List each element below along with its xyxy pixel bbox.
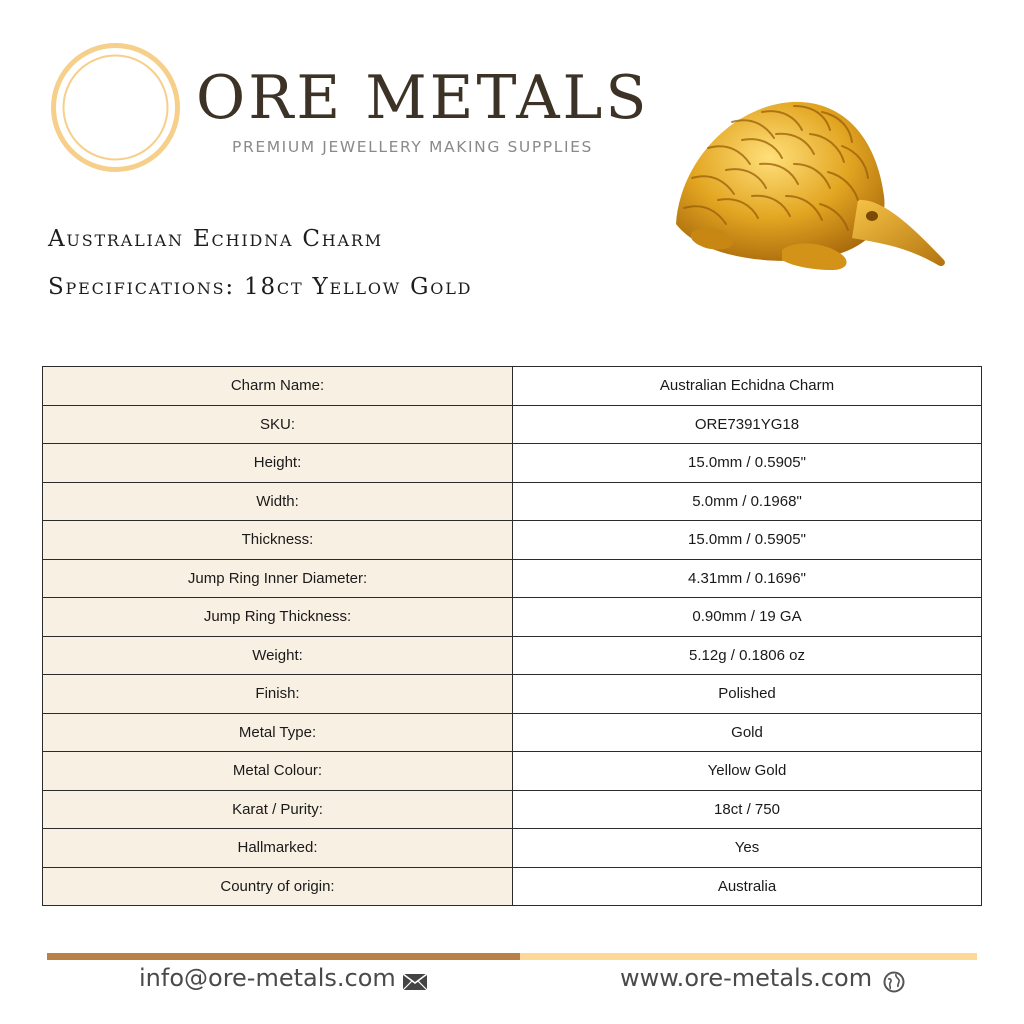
spec-label: Karat / Purity: [43, 790, 513, 829]
spec-value: 18ct / 750 [513, 790, 982, 829]
globe-icon [882, 970, 906, 994]
spec-row [43, 829, 982, 868]
product-title: Australian Echidna Charm [48, 226, 383, 252]
spec-row [43, 444, 982, 483]
spec-row [43, 867, 982, 906]
spec-row [43, 713, 982, 752]
spec-row [43, 367, 982, 406]
spec-value: 15.0mm / 0.5905" [513, 444, 982, 483]
spec-row [43, 675, 982, 714]
spec-row [43, 559, 982, 598]
spec-value: Australian Echidna Charm [513, 367, 982, 406]
spec-row [43, 598, 982, 637]
spec-row [43, 521, 982, 560]
footer-bar-right [520, 953, 977, 960]
footer-bar-left [47, 953, 520, 960]
spec-value: Yellow Gold [513, 752, 982, 791]
spec-value: 0.90mm / 19 GA [513, 598, 982, 637]
spec-label: Height: [43, 444, 513, 483]
spec-label: Jump Ring Inner Diameter: [43, 559, 513, 598]
contact-website[interactable]: www.ore-metals.com [620, 964, 873, 992]
spec-value: Polished [513, 675, 982, 714]
brand-name: ORE METALS [196, 63, 650, 133]
spec-row [43, 752, 982, 791]
spec-value: Gold [513, 713, 982, 752]
spec-row [43, 790, 982, 829]
spec-label: Weight: [43, 636, 513, 675]
envelope-icon [402, 973, 428, 991]
spec-label: Jump Ring Thickness: [43, 598, 513, 637]
spec-row [43, 405, 982, 444]
spec-value: 5.0mm / 0.1968" [513, 482, 982, 521]
spec-label: Metal Colour: [43, 752, 513, 791]
spec-value: Australia [513, 867, 982, 906]
spec-label: Width: [43, 482, 513, 521]
spec-value: 5.12g / 0.1806 oz [513, 636, 982, 675]
spec-label: SKU: [43, 405, 513, 444]
logo-ring-icon [50, 42, 181, 173]
spec-label: Metal Type: [43, 713, 513, 752]
spec-value: 15.0mm / 0.5905" [513, 521, 982, 560]
spec-row [43, 636, 982, 675]
spec-value: 4.31mm / 0.1696" [513, 559, 982, 598]
brand-tagline: PREMIUM JEWELLERY MAKING SUPPLIES [232, 138, 593, 156]
spec-value: ORE7391YG18 [513, 405, 982, 444]
spec-label: Hallmarked: [43, 829, 513, 868]
echidna-charm-image [662, 92, 952, 284]
spec-table [42, 366, 982, 906]
spec-value: Yes [513, 829, 982, 868]
contact-email[interactable]: info@ore-metals.com [139, 964, 396, 992]
spec-row [43, 482, 982, 521]
spec-label: Country of origin: [43, 867, 513, 906]
product-subtitle: Specifications: 18ct Yellow Gold [48, 274, 473, 300]
spec-label: Thickness: [43, 521, 513, 560]
spec-label: Finish: [43, 675, 513, 714]
spec-label: Charm Name: [43, 367, 513, 406]
